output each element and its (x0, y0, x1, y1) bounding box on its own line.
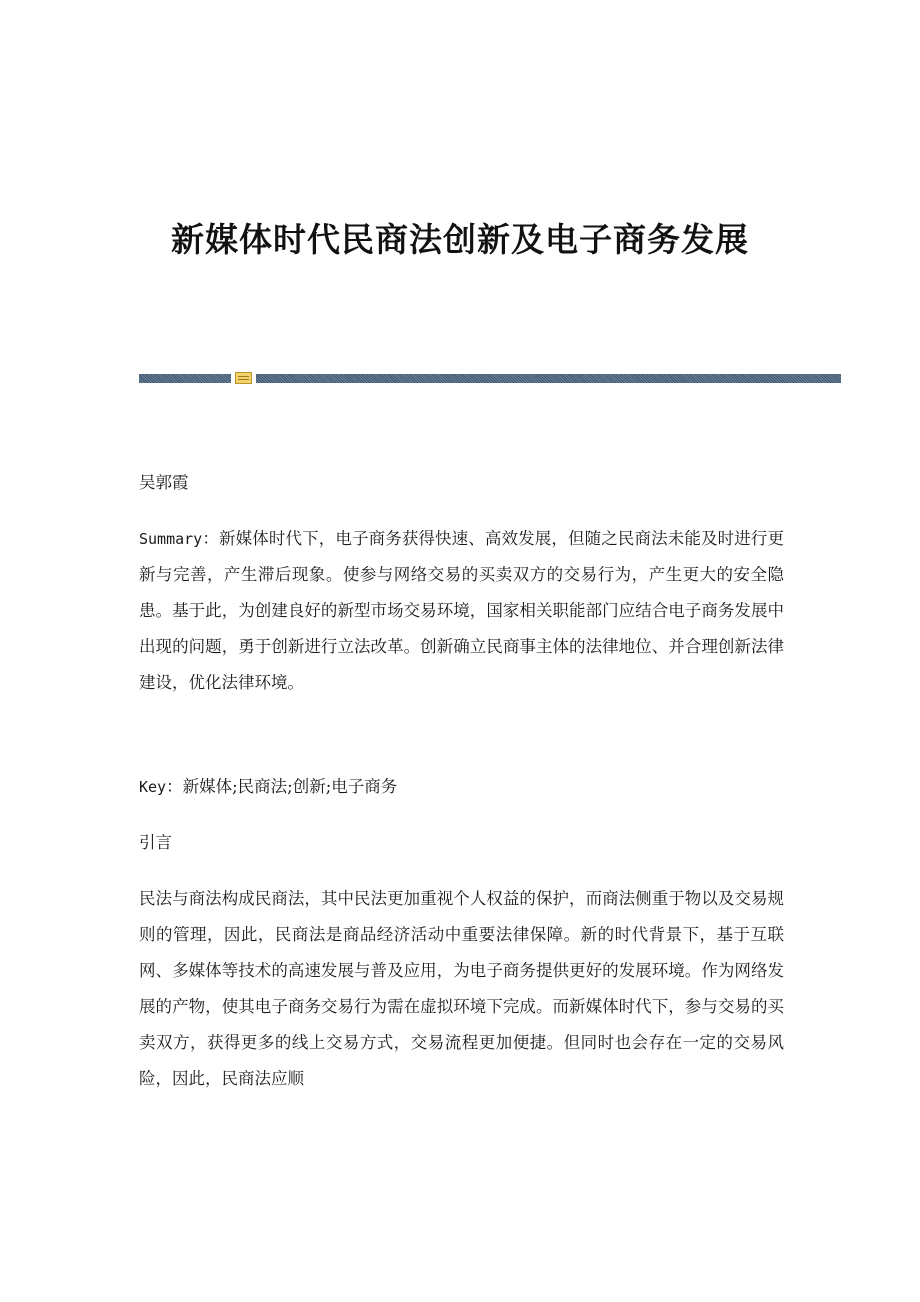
summary-label: Summary (139, 530, 203, 548)
title-divider-left (139, 374, 231, 383)
intro-paragraph: 民法与商法构成民商法，其中民法更加重视个人权益的保护，而商法侧重于物以及交易规则的管理，因此，民商法是商品经济活动中重要法律保障。新的时代背景下，基于互联网、多媒体等技术的高速发展与普及应用，为电子商务提供更好的发展环境。作为网络发展的产物，使其电子商务交易行为需在虚拟环境下完成。而新媒体时代下，参与交易的买卖双方，获得更多的线上交易方式，交易流程更加便捷。但同时也会存在一定的交易风险，因此，民商法应顺 (139, 889, 784, 1088)
keywords-separator: ： (166, 777, 183, 796)
summary-text: 新媒体时代下，电子商务获得快速、高效发展，但随之民商法未能及时进行更新与完善，产生滞后现象。使参与网络交易的买卖双方的交易行为，产生更大的安全隐患。基于此，为创建良好的新型市场交易环境，国家相关职能部门应结合电子商务发展中出现的问题，勇于创新进行立法改革。创新确立民商事主体的法律地位、并合理创新法律建设，优化法律环境。 (139, 529, 785, 692)
keywords-text: 新媒体;民商法;创新;电子商务 (182, 777, 398, 796)
title-divider-right (256, 374, 841, 383)
author-name: 吴郭霞 (139, 473, 189, 492)
keywords-line (139, 769, 784, 805)
divider-emblem-icon (235, 372, 252, 384)
summary-separator: ： (202, 529, 219, 548)
document-title: 新媒体时代民商法创新及电子商务发展 (171, 220, 749, 259)
keywords-label: Key (139, 778, 167, 796)
summary-paragraph (139, 521, 784, 701)
intro-heading: 引言 (139, 833, 172, 852)
